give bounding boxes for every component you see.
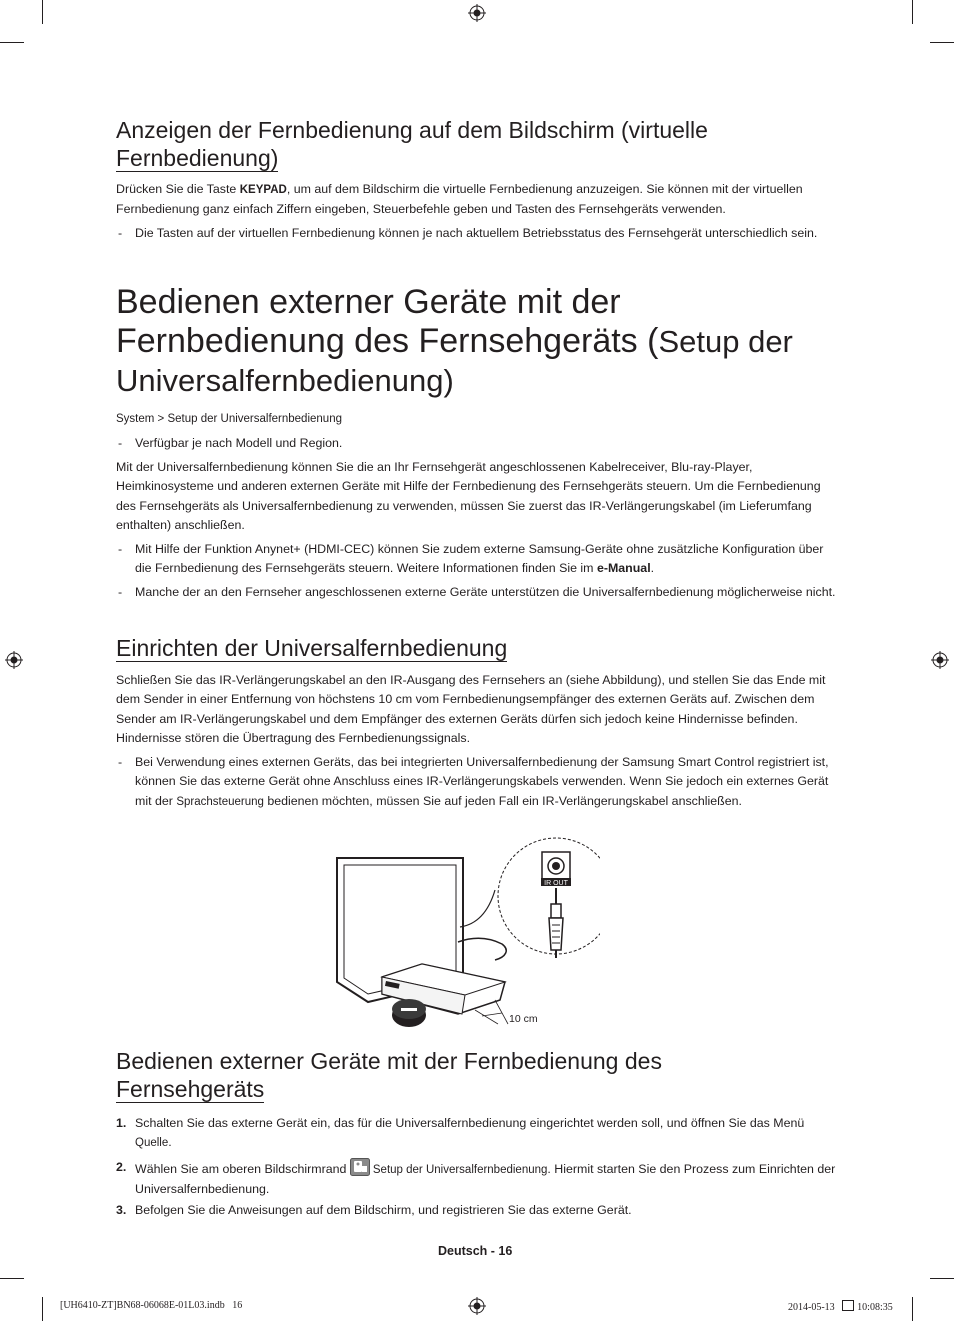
ir-out-label: IR OUT bbox=[544, 880, 568, 887]
note: - Manche der an den Fernseher angeschlossenen externe Geräte unterstützen die Universalfernbedienung möglicherweise nicht. bbox=[118, 585, 836, 599]
menu-path-separator: > bbox=[154, 413, 168, 425]
note-text: . bbox=[650, 561, 655, 576]
step-number: 3. bbox=[116, 1203, 127, 1217]
step-text: Befolgen Sie die Anweisungen auf dem Bildschirm, und registrieren Sie das externe Gerät. bbox=[135, 1203, 632, 1217]
text: Drücken Sie die Taste bbox=[116, 182, 240, 196]
step-text: Schalten Sie das externe Gerät ein, das für die Universalfernbedienung eingerichtet werden soll, und öffnen Sie das Menü bbox=[135, 1116, 805, 1130]
title-line: Setup der bbox=[658, 324, 793, 359]
universal-remote-setup-icon bbox=[350, 1158, 370, 1176]
note: - Verfügbar je nach Modell und Region. bbox=[118, 436, 343, 450]
note-text: Die Tasten auf der virtuellen Fernbedienung können je nach aktuellem Betriebsstatus des Fernsehgerät unterschiedlich sein. bbox=[135, 226, 818, 240]
voice-control-label: Sprachsteuerung bbox=[176, 795, 264, 808]
crosshair-target-icon bbox=[5, 651, 23, 669]
print-date-info bbox=[788, 1300, 893, 1313]
page-number: Deutsch - 16 bbox=[438, 1244, 513, 1258]
note: - Die Tasten auf der virtuellen Fernbedienung können je nach aktuellem Betriebsstatus des Fernsehgerät unterschiedlich sein. bbox=[118, 226, 818, 240]
note-text: Mit Hilfe der Funktion Anynet+ (HDMI-CEC) können Sie zudem externe Samsung-Geräte ohne zusätzliche Konfiguration über die Fernbedienung des Fernsehgeräts steuern. Weitere Informationen finden Sie im bbox=[135, 542, 824, 576]
e-manual-link-text: e-Manual bbox=[596, 561, 651, 576]
step-text: . bbox=[168, 1135, 172, 1150]
print-time: 10:08:35 bbox=[857, 1302, 893, 1313]
print-glyph-icon bbox=[842, 1300, 854, 1311]
crop-mark bbox=[912, 0, 913, 24]
menu-path-setup: Setup der Universalfernbedienung bbox=[167, 413, 342, 425]
section-heading-setup bbox=[116, 634, 507, 662]
ir-transmitter-illustration bbox=[392, 999, 426, 1027]
crop-mark bbox=[42, 1297, 43, 1321]
heading-line: Einrichten der Universalfernbedienung bbox=[116, 635, 508, 661]
crop-mark bbox=[0, 1278, 24, 1279]
print-date: 2014-05-13 bbox=[788, 1302, 843, 1313]
heading-line: Fernsehgeräts bbox=[116, 1076, 265, 1102]
note-text: Bei Verwendung eines externen Geräts, das bei integrierten Universalfernbedienung der Samsung Smart Control registriert ist, können Sie das externe Gerät ohne Anschluss eines IR-Verlängerungskabels verwenden. Wenn Sie jedoch ein externes Gerät mit der bbox=[135, 755, 829, 808]
crop-mark bbox=[930, 1278, 954, 1279]
step-number: 2. bbox=[116, 1160, 127, 1174]
heading-line: Anzeigen der Fernbedienung auf dem Bildschirm (virtuelle bbox=[116, 117, 708, 143]
crop-mark bbox=[0, 42, 24, 43]
heading-line: Fernbedienung) bbox=[116, 145, 279, 171]
step-text: . Hiermit starten Sie den Prozess zum Einrichten der Universalfernbedienung. bbox=[135, 1162, 836, 1197]
section-heading-virtual-remote bbox=[116, 116, 708, 172]
crop-mark bbox=[912, 1297, 913, 1321]
note-text: bedienen möchten, müssen Sie auf jeden Fall ein IR-Verlängerungskabel anschließen. bbox=[263, 793, 742, 808]
ir-out-port-icon bbox=[541, 852, 571, 887]
title-line: Universalfernbedienung) bbox=[116, 363, 454, 398]
note: - Mit Hilfe der Funktion Anynet+ (HDMI-CEC) können Sie zudem externe Samsung-Geräte ohne zusätzliche Konfiguration über die Fernbedienung des Fernsehgeräts steuern. Weitere Informationen finden Sie im e-Manual. bbox=[118, 542, 824, 576]
note-text: Verfügbar je nach Modell und Region. bbox=[135, 436, 343, 450]
menu-path-system: System bbox=[116, 413, 155, 425]
keypad-key-label: KEYPAD bbox=[239, 184, 287, 196]
step-number: 1. bbox=[116, 1116, 127, 1130]
print-file-info: [UH6410-ZT]BN68-06068E-01L03.indb 16 bbox=[60, 1300, 243, 1311]
source-menu-label: Quelle bbox=[135, 1137, 169, 1150]
menu-path bbox=[116, 410, 840, 429]
crosshair-target-icon bbox=[468, 1297, 486, 1315]
universal-remote-setup-label: Setup der Universalfernbedienung bbox=[372, 1164, 548, 1176]
title-line: Fernbedienung des Fernsehgeräts ( bbox=[116, 322, 659, 360]
note: - Bei Verwendung eines externen Geräts, das bei integrierten Universalfernbedienung der Samsung Smart Control registriert ist, können Sie das externe Gerät ohne Anschluss eines IR-Verlängerungskabels verwenden. Wenn Sie jedoch ein externes Gerät mit der Sprachsteuerung bedienen möchten, müssen Sie auf jeden Fall ein IR-Verlängerungskabel anschließen. bbox=[118, 755, 829, 808]
heading-line: Bedienen externer Geräte mit der Fernbedienung des bbox=[116, 1048, 662, 1074]
step-text: Wählen Sie am oberen Bildschirmrand bbox=[135, 1162, 350, 1176]
paragraph: Schließen Sie das IR-Verlängerungskabel an den IR-Ausgang des Fernsehers an (siehe Abbildung), und stellen Sie das Ende mit dem Sender in einer Entfernung von höchstens 10 cm vom Fernbedienungsempfänger des externen Geräts auf. Zwischen dem Sender am IR-Verlängerungskabel und dem Empfänger des externen Geräts dürfen sich jedoch keine Hindernisse befinden. Hindernisse stören die Übertragung des Fernbedienungssignals. bbox=[116, 673, 826, 745]
ir-cable-connection-illustration bbox=[330, 832, 600, 1032]
title-line: Bedienen externer Geräte mit der bbox=[116, 283, 621, 321]
paragraph: Mit der Universalfernbedienung können Sie die an Ihr Fernsehgerät angeschlossenen Kabelreceiver, Blu-ray-Player, Heimkinosysteme und anderen externen Geräte mit Hilfe der Fernbedienung des Fernsehgeräts steuern. Um die Fernbedienung des Fernsehgeräts als Universalfernbedienung zu verwenden, müssen Sie zuerst das IR-Verlängerungskabel (im Lieferumfang enthalten) anschließen. bbox=[116, 460, 821, 532]
step-item bbox=[116, 1201, 840, 1220]
crop-mark bbox=[930, 42, 954, 43]
note-text: Manche der an den Fernseher angeschlossenen externe Geräte unterstützen die Universalfernbedienung möglicherweise nicht. bbox=[135, 585, 836, 599]
distance-label: 10 cm bbox=[509, 1013, 538, 1025]
step-item bbox=[116, 1158, 840, 1200]
crosshair-target-icon bbox=[468, 4, 486, 22]
text: , um auf dem Bildschirm die virtuelle Fernbedienung anzuzeigen. Sie können mit der virtuellen Fernbedienung ganz einfach Ziffern eingeben, Steuerbefehle geben und Tasten des Fernsehgeräts verwenden. bbox=[116, 182, 803, 217]
section-heading-operate bbox=[116, 1047, 662, 1103]
crop-mark bbox=[42, 0, 43, 24]
step-item bbox=[116, 1114, 840, 1154]
page-title bbox=[116, 283, 836, 400]
crosshair-target-icon bbox=[931, 651, 949, 669]
paragraph bbox=[116, 180, 840, 220]
